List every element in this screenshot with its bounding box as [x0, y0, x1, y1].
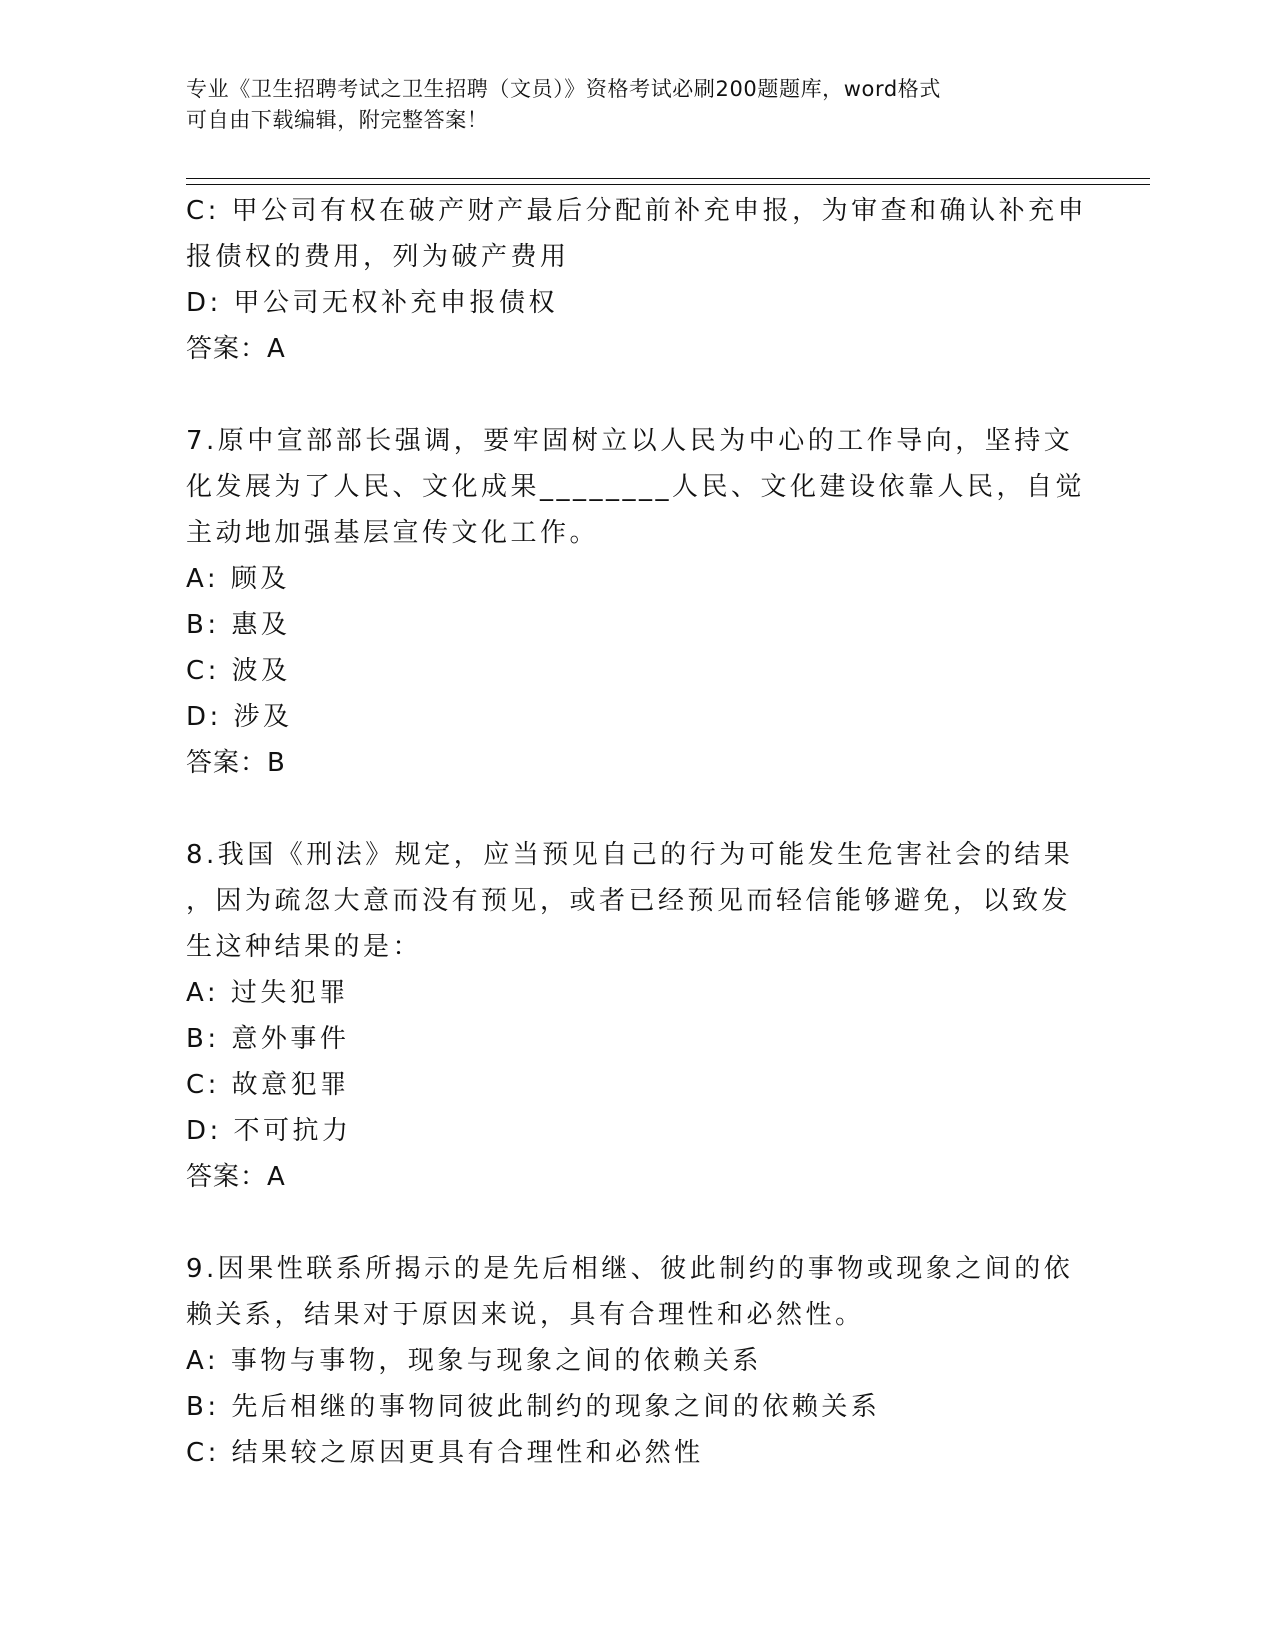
q8-stem-line-3: 生这种结果的是：	[186, 932, 423, 962]
question-list	[186, 188, 1086, 1476]
question-7	[186, 418, 1086, 786]
q6-option-c-line-2: 报债权的费用，列为破产费用	[186, 242, 570, 272]
q9-stem-line-1: 9.因果性联系所揭示的是先后相继、彼此制约的事物或现象之间的依	[186, 1254, 1074, 1284]
spacer	[186, 786, 1086, 832]
header-line-2: 可自由下载编辑，附完整答案！	[186, 108, 489, 132]
header-divider-top	[186, 178, 1150, 179]
spacer	[186, 372, 1086, 418]
q7-stem-line-2: 化发展为了人民、文化成果________人民、文化建设依靠人民，自觉	[186, 472, 1086, 502]
q8-option-b: B: 意外事件	[186, 1024, 350, 1054]
q8-answer: 答案：A	[186, 1162, 286, 1192]
header-line-1: 专业《卫生招聘考试之卫生招聘（文员）》资格考试必刷200题题库，word格式	[186, 77, 941, 101]
q7-option-c: C: 波及	[186, 656, 291, 686]
q7-option-b: B: 惠及	[186, 610, 291, 640]
q7-stem-line-3: 主动地加强基层宣传文化工作。	[186, 518, 600, 548]
q7-stem-line-1: 7.原中宣部部长强调，要牢固树立以人民为中心的工作导向，坚持文	[186, 426, 1074, 456]
q9-stem-line-2: 赖关系，结果对于原因来说，具有合理性和必然性。	[186, 1300, 865, 1330]
q7-option-d: D: 涉及	[186, 702, 293, 732]
q6-option-c-line-1: C: 甲公司有权在破产财产最后分配前补充申报，为审查和确认补充申	[186, 196, 1088, 226]
q8-option-d: D: 不可抗力	[186, 1116, 352, 1146]
question-6-tail	[186, 188, 1086, 372]
question-8	[186, 832, 1086, 1200]
q9-option-b: B: 先后相继的事物同彼此制约的现象之间的依赖关系	[186, 1392, 881, 1422]
q9-option-c: C: 结果较之原因更具有合理性和必然性	[186, 1438, 704, 1468]
q9-option-a: A: 事物与事物，现象与现象之间的依赖关系	[186, 1346, 762, 1376]
q8-option-a: A: 过失犯罪	[186, 978, 349, 1008]
q6-answer: 答案：A	[186, 334, 286, 364]
q8-stem-line-2: ，因为疏忽大意而没有预见，或者已经预见而轻信能够避免，以致发	[186, 886, 1072, 916]
q7-option-a: A: 顾及	[186, 564, 290, 594]
q8-option-c: C: 故意犯罪	[186, 1070, 350, 1100]
q7-answer: 答案：B	[186, 748, 286, 778]
q6-option-d: D: 甲公司无权补充申报债权	[186, 288, 559, 318]
q8-stem-line-1: 8.我国《刑法》规定，应当预见自己的行为可能发生危害社会的结果	[186, 840, 1074, 870]
document-header	[186, 74, 1066, 136]
header-divider-bottom	[186, 184, 1150, 185]
question-9	[186, 1246, 1086, 1476]
spacer	[186, 1200, 1086, 1246]
